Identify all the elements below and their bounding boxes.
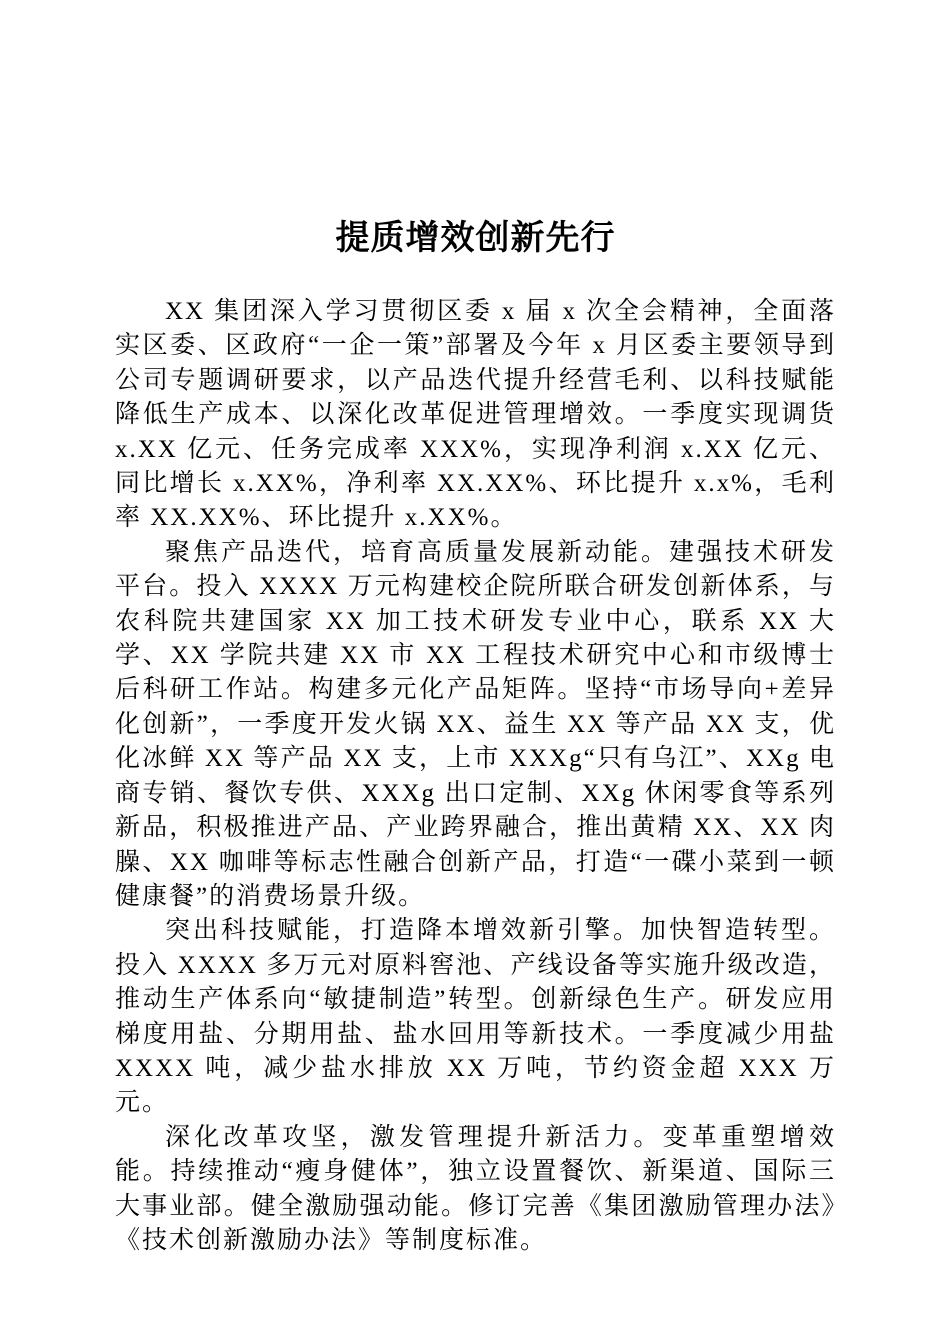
paragraph-technology: 突出科技赋能，打造降本增效新引擎。加快智造转型。投入 XXXX 多万元对原料窖池、产线设备等实施升级改造，推动生产体系向“敏捷制造”转型。创新绿色生产。研发应用梯度用盐、分期用盐、盐水回用等新技术。一季度减少用盐 XXXX 吨，减少盐水排放 XX 万吨，节约资金超 XXX 万元。 <box>115 917 836 1117</box>
paragraph-overview: XX 集团深入学习贯彻区委 x 届 x 次全会精神，全面落实区委、区政府“一企一策”部署及今年 x 月区委主要领导到公司专题调研要求，以产品迭代提升经营毛利、以科技赋能降低生产成本、以深化改革促进管理增效。一季度实现调货 x.XX 亿元、任务完成率 XXX%，实现净利润 x.XX 亿元、同比增长 x.XX%，净利率 XX.XX%、环比提升 x.x%，毛利率 XX.XX%、环比提升 x.XX%。 <box>115 298 836 532</box>
document-title: 提质增效创新先行 <box>335 219 616 257</box>
document-body <box>115 295 836 1258</box>
paragraph-product-iteration: 聚焦产品迭代，培育高质量发展新动能。建强技术研发平台。投入 XXXX 万元构建校企院所联合研发创新体系，与农科院共建国家 XX 加工技术研发专业中心，联系 XX 大学、XX 学院共建 XX 市 XX 工程技术研究中心和市级博士后科研工作站。构建多元化产品矩阵。坚持“市场导向+差异化创新”，一季度开发火锅 XX、益生 XX 等产品 XX 支，优化冰鲜 XX 等产品 XX 支，上市 XXXg“只有乌江”、XXg 电商专销、餐饮专供、XXXg 出口定制、XXg 休闲零食等系列新品，积极推进产品、产业跨界融合，推出黄精 XX、XX 肉臊、XX 咖啡等标志性融合创新产品，打造“一碟小菜到一顿健康餐”的消费场景升级。 <box>115 538 836 910</box>
paragraph-reform: 深化改革攻坚，激发管理提升新活力。变革重塑增效能。持续推动“瘦身健体”，独立设置餐饮、新渠道、国际三大事业部。健全激励强动能。修订完善《集团激励管理办法》《技术创新激励办法》等制度标准。 <box>115 1123 836 1254</box>
